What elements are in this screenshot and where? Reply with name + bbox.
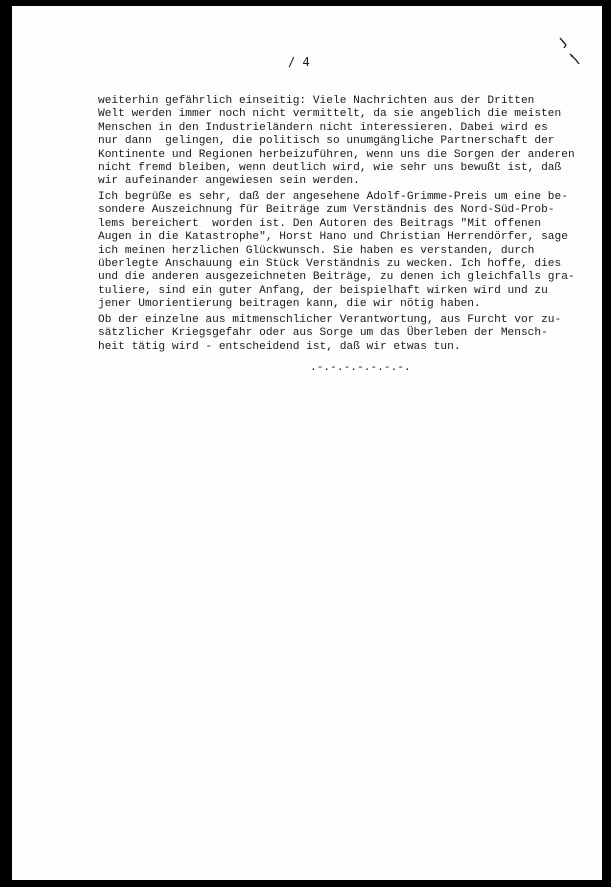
text-line: nicht fremd bleiben, wenn deutlich wird, wie sehr uns bewußt ist, daß — [98, 162, 562, 175]
text-line: Menschen in den Industrieländern nicht interessieren. Dabei wird es — [98, 121, 548, 134]
page-number: / 4 — [288, 55, 310, 69]
text-line: Ich begrüße es sehr, daß der angesehene Adolf-Grimme-Preis um eine be- — [98, 191, 568, 203]
text-line: sätzlicher Kriegsgefahr oder aus Sorge um das Überleben der Mensch- — [98, 327, 548, 340]
paragraph-2 — [98, 191, 598, 312]
text-line: überlegte Anschauung ein Stück Verständnis zu wecken. Ich hoffe, dies — [98, 258, 562, 271]
text-line: wir aufeinander angewiesen sein werden. — [98, 175, 360, 188]
text-line: Kontinente und Regionen herbeizuführen, wenn uns die Sorgen der anderen — [98, 148, 575, 161]
text-line: lems bereichert worden ist. Den Autoren des Beitrags "Mit offenen — [98, 217, 542, 230]
text-line: Augen in die Katastrophe", Horst Hano und Christian Herrendörfer, sage — [98, 231, 568, 244]
text-line: ich meinen herzlichen Glückwunsch. Sie haben es verstanden, durch — [98, 244, 535, 257]
text-line: heit tätig wird - entscheidend ist, daß wir etwas tun. — [98, 340, 461, 353]
closing-separator: .-.-.-.-.-.-.-. — [310, 362, 411, 374]
text-line: weiterhin gefährlich einseitig: Viele Nachrichten aus der Dritten — [98, 95, 535, 107]
text-line: Ob der einzelne aus mitmenschlicher Verantwortung, aus Furcht vor zu- — [98, 314, 562, 326]
corner-scribble-icon — [558, 36, 580, 66]
text-line: jener Umorientierung beitragen kann, die wir nötig haben. — [98, 298, 481, 311]
text-line: tuliere, sind ein guter Anfang, der beispielhaft wirken wird und zu — [98, 284, 548, 297]
text-line: und die anderen ausgezeichneten Beiträge, zu denen ich gleichfalls gra- — [98, 271, 575, 284]
text-line: nur dann gelingen, die politisch so unumgängliche Partnerschaft der — [98, 135, 555, 148]
text-line: Welt werden immer noch nicht vermittelt, da sie angeblich die meisten — [98, 108, 562, 121]
paragraph-1 — [98, 95, 598, 189]
text-line: sondere Auszeichnung für Beiträge zum Verständnis des Nord-Süd-Prob- — [98, 204, 555, 217]
paragraph-3 — [98, 314, 598, 354]
